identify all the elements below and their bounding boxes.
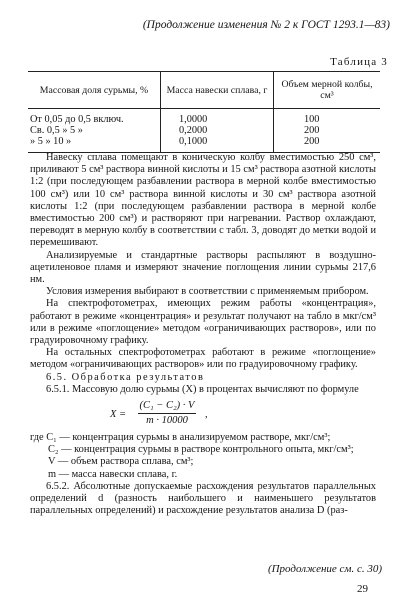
continuation-note: (Продолжение см. с. 30)	[267, 563, 382, 575]
table-row	[28, 125, 380, 136]
formula-comma: ,	[205, 409, 208, 421]
table-cell: 200	[274, 125, 381, 136]
formula	[110, 400, 376, 430]
table-cell: 1,0000	[161, 109, 274, 126]
paragraph: Навеску сплава помещают в коническую колбу вместимостью 250 см³, приливают 5 см³ раствора винной кислоты и 15 см³ раствора азотной кислоты 1:2 (при последующем разбавлении раствора в мерной колбе вместимостью 100 см³) или 10 см³ раствора винной кислоты и 30 см³ раствора азотной кислоты 1:2 (при последующем разбавлении раствора в мерной колбе вместимостью 200 см³) и растворяют при нагревании. Раствор охлаждают, переводят в мерную колбу в соответствии с табл. 3, доводят до метки водой и перемешивают.	[30, 152, 376, 249]
table-cell: От 0,05 до 0,5 включ.	[30, 114, 124, 125]
formula-numerator: (C₁ − C₂) · V	[138, 400, 196, 414]
table-cell: 100	[274, 109, 381, 126]
data-table	[28, 71, 380, 153]
table-row	[28, 109, 380, 126]
table-row	[28, 136, 380, 153]
column-header: Объем мерной колбы, см³	[274, 72, 381, 109]
where-line: C₂ — концентрация сурьмы в растворе контрольного опыта, мкг/см³;	[48, 444, 354, 456]
where-line: V — объем раствора сплава, см³;	[48, 456, 194, 468]
paragraph: На спектрофотометрах, имеющих режим работы «концентрация», работают в режиме «концентрация» и результат получают на табло в мкг/см³ или в режиме «поглощение» методом «ограничивающих растворов», или по градуировочному графику.	[30, 298, 376, 347]
where-line: m — масса навески сплава, г.	[48, 468, 178, 480]
table-cell: Св. 0,5 » 5 »	[30, 125, 83, 136]
paragraph: Анализируемые и стандартные растворы распыляют в воздушно-ацетиленовое пламя и измеряют значение поглощения линии сурьмы 217,6 нм.	[30, 249, 376, 286]
formula-lhs: X =	[110, 409, 127, 421]
column-header: Масса навески сплава, г	[161, 72, 274, 109]
table-title: Таблица 3	[330, 56, 388, 68]
paragraph: 6.5.1. Массовую долю сурьмы (X) в процентах вычисляют по формуле	[46, 383, 359, 395]
table-header-row	[28, 72, 380, 109]
page-header: (Продолжение изменения № 2 к ГОСТ 1293.1—83)	[142, 19, 390, 31]
paragraph: На остальных спектрофотометрах работают в режиме «поглощение» методом «ограничивающих растворов» или по градуировочному графику.	[30, 347, 376, 371]
paragraph: 6.5.2. Абсолютные допускаемые расхождения результатов параллельных определений d (разность наибольшего и наименьшего результатов параллельных определений) и расхождение результатов анализа D (раз-	[30, 480, 376, 517]
section-heading: 6.5. Обработка результатов	[46, 371, 205, 383]
body-text	[30, 152, 376, 517]
table-cell: 200	[274, 136, 381, 153]
paragraph: Условия измерения выбирают в соответствии с применяемым прибором.	[46, 286, 369, 298]
table-cell: 0,1000	[161, 136, 274, 153]
column-header: Массовая доля сурьмы, %	[28, 72, 161, 109]
table-cell: 0,2000	[161, 125, 274, 136]
formula-denominator: m · 10000	[146, 415, 188, 427]
page-number: 29	[357, 583, 368, 595]
where-line: где C₁ — концентрация сурьмы в анализируемом растворе, мкг/см³;	[30, 432, 331, 444]
table-cell: » 5 » 10 »	[28, 136, 161, 153]
